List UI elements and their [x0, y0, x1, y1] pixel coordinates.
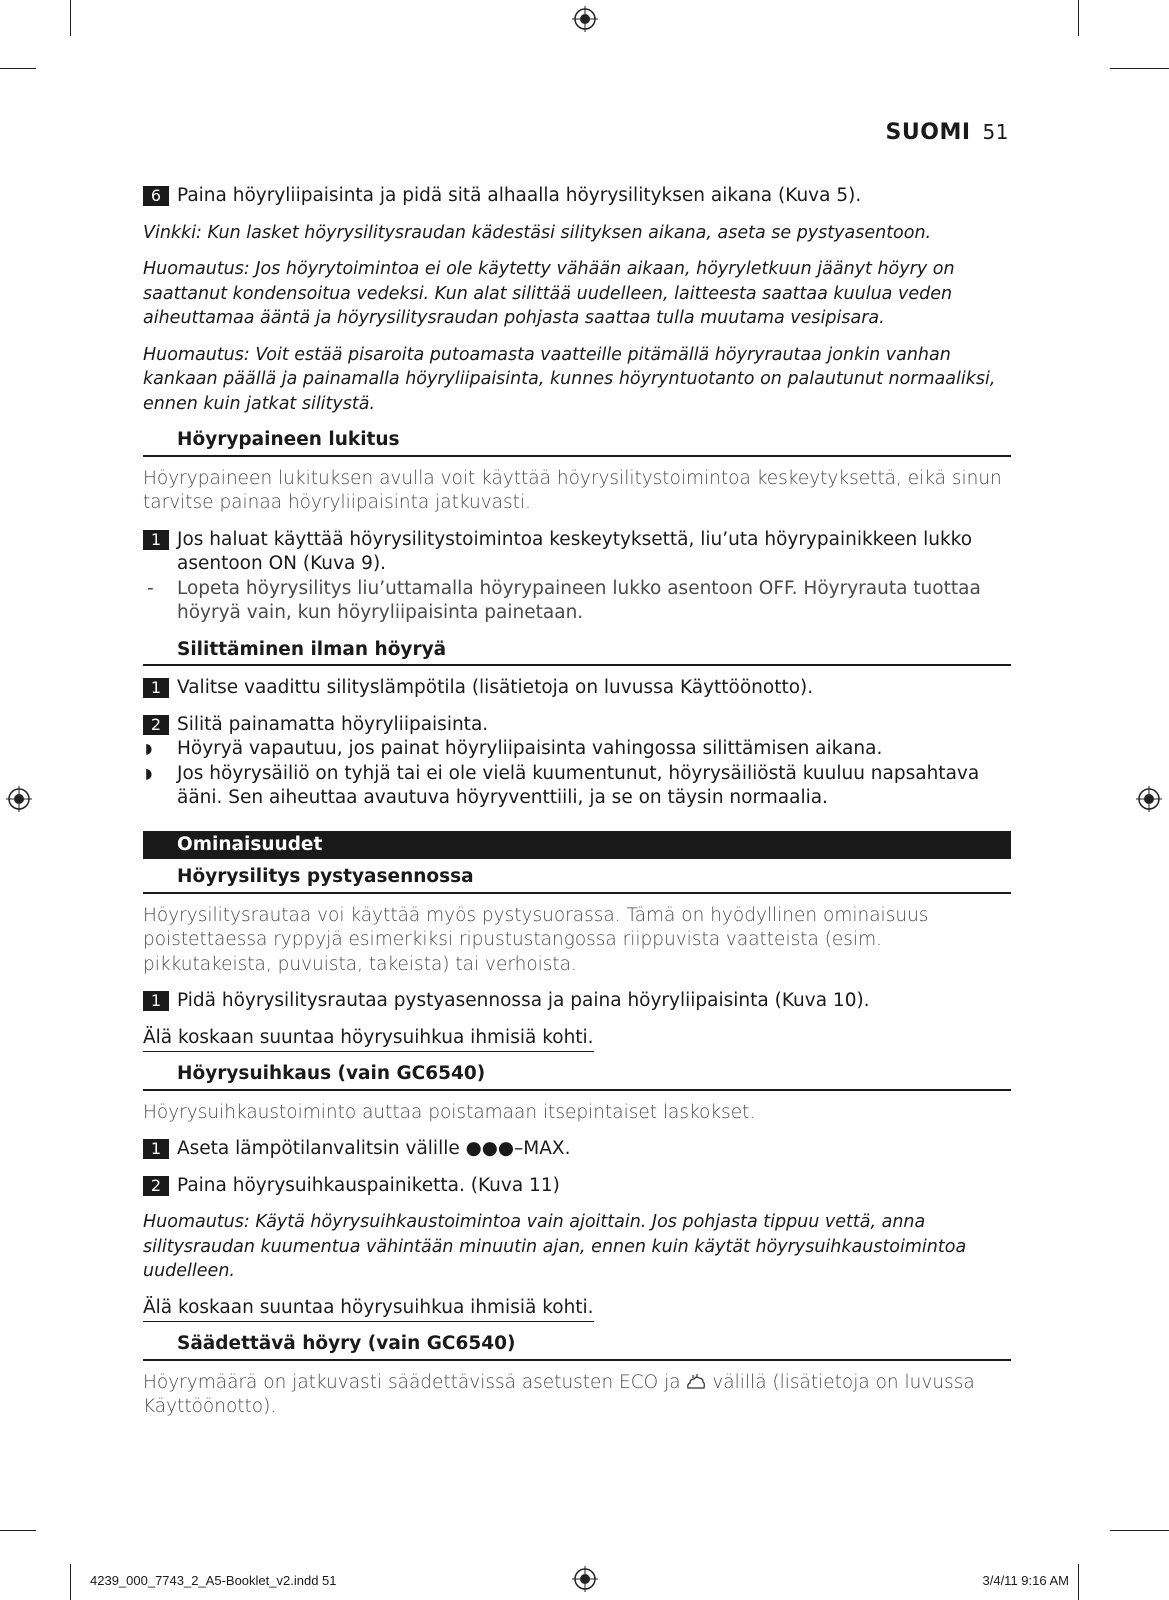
- paragraph: Höyrysuihkaustoiminto auttaa poistamaan itsepintaiset laskokset.: [143, 1101, 756, 1123]
- crop-mark: [1110, 68, 1169, 69]
- step-text: Silitä painamatta höyryliipaisinta.: [177, 713, 489, 735]
- footer-file-info: 4239_000_7743_2_A5-Booklet_v2.indd 51: [90, 1573, 337, 1588]
- crop-mark: [1110, 1530, 1169, 1531]
- step-item: [143, 713, 1011, 738]
- bullet-text: Höyryä vapautuu, jos painat höyryliipaisinta vahingossa silittämisen aikana.: [177, 738, 883, 759]
- warning-text: Älä koskaan suuntaa höyrysuihkua ihmisiä kohti.: [143, 1026, 594, 1053]
- step-text: Valitse vaadittu silityslämpötila (lisätietoja on luvussa Käyttöönotto).: [177, 677, 814, 698]
- step-text: Pidä höyrysilitysrautaa pystyasennossa ja paina höyryliipaisinta (Kuva 10).: [177, 990, 870, 1011]
- step-text: Aseta lämpötilanvalitsin välille ●●●–MAX.: [177, 1138, 571, 1159]
- steam-cloud-icon: [686, 1374, 706, 1390]
- step-text: Paina höyrysuihkauspainiketta. (Kuva 11): [177, 1174, 560, 1196]
- crop-mark: [1078, 1564, 1079, 1600]
- step-item: [143, 528, 1011, 577]
- step-item: [143, 1174, 1011, 1199]
- step-item: [143, 989, 1011, 1014]
- paragraph: Höyrypaineen lukituksen avulla voit käyttää höyrysilitystoimintoa keskeytyksettä, eikä sinun tarvitse painaa höyryliipaisinta jatkuvasti.: [143, 467, 1002, 513]
- note-text: Huomautus: Voit estää pisaroita putoamasta vaatteille pitämällä höyryrautaa jonkin vanhan kankaan päällä ja painamalla höyryliipaisinta, kunnes höyryntuotanto on palautunut normaaliksi, ennen kuin jatkat silitystä.: [143, 344, 996, 414]
- step-number: 1: [143, 678, 169, 698]
- paragraph: Höyrysilitysrautaa voi käyttää myös pystysuorassa. Tämä on hyödyllinen ominaisuus poistettaessa ryppyjä esimerkiksi ripustustangossa riippuvista vaatteista (esim. pikkutakeista, puvuista, takeista) tai verhoista.: [143, 904, 929, 975]
- dash-marker: -: [147, 577, 154, 599]
- main-content: [143, 184, 1011, 1432]
- bullet-item: [143, 762, 1011, 811]
- dash-text: Lopeta höyrysilitys liu’uttamalla höyrypaineen lukko asentoon OFF. Höyryrauta tuottaa höyryä vain, kun höyryliipaisinta painetaan.: [177, 577, 981, 623]
- step-number: 1: [143, 530, 169, 550]
- warning-text: Älä koskaan suuntaa höyrysuihkua ihmisiä kohti.: [143, 1296, 594, 1323]
- bullet-arrow-icon: ◗: [145, 765, 153, 782]
- bullet-item: [143, 737, 1011, 762]
- step-item: [143, 184, 1011, 209]
- step-number: 2: [143, 1176, 169, 1196]
- footer-timestamp: 3/4/11 9:16 AM: [982, 1573, 1069, 1588]
- crop-mark: [1078, 0, 1079, 36]
- section-heading: Ominaisuudet: [143, 831, 1011, 860]
- subsection-heading: Höyrysilitys pystyasennossa: [143, 865, 1011, 894]
- paragraph-part: välillä (lisätietoja on luvussa Käyttöönotto).: [143, 1371, 975, 1417]
- registration-mark-icon: [6, 786, 32, 812]
- crop-mark: [70, 0, 71, 36]
- step-item: [143, 1137, 1011, 1162]
- subsection-heading: Silittäminen ilman höyryä: [143, 638, 1011, 667]
- subsection-heading: Säädettävä höyry (vain GC6540): [143, 1332, 1011, 1361]
- step-number: 2: [143, 715, 169, 735]
- step-text: Paina höyryliipaisinta ja pidä sitä alhaalla höyrysilityksen aikana (Kuva 5).: [177, 185, 862, 206]
- step-number: 1: [143, 1139, 169, 1159]
- paragraph-part: Höyrymäärä on jatkuvasti säädettävissä asetusten ECO ja: [143, 1371, 687, 1393]
- step-text: Jos haluat käyttää höyrysilitystoimintoa keskeytyksettä, liu’uta höyrypainikkeen lukko asentoon ON (Kuva 9).: [177, 528, 973, 574]
- page-header: [886, 120, 1009, 145]
- note-text: Huomautus: Käytä höyrysuihkaustoimintoa vain ajoittain. Jos pohjasta tippuu vettä, anna silitysraudan kuumentua vähintään minuutin ajan, ennen kuin käytät höyrysuihkaustoimintoa uudelleen.: [143, 1212, 967, 1281]
- registration-mark-icon: [1136, 786, 1162, 812]
- registration-mark-icon: [572, 6, 598, 32]
- step-item: [143, 676, 1011, 701]
- tip-text: Vinkki: Kun lasket höyrysilitysraudan kädestäsi silityksen aikana, aseta se pystyasentoon.: [143, 222, 932, 243]
- dash-list-item: [143, 577, 1011, 626]
- step-number: 1: [143, 991, 169, 1011]
- subsection-heading: Höyrysuihkaus (vain GC6540): [143, 1062, 1011, 1091]
- language-label: SUOMI: [885, 120, 971, 145]
- step-number: 6: [143, 186, 169, 206]
- registration-mark-icon: [572, 1566, 598, 1592]
- paragraph: [143, 1371, 1011, 1420]
- crop-mark: [70, 1564, 71, 1600]
- subsection-heading: Höyrypaineen lukitus: [143, 428, 1011, 457]
- bullet-arrow-icon: ◗: [145, 741, 153, 757]
- crop-mark: [0, 68, 36, 69]
- bullet-text: Jos höyrysäiliö on tyhjä tai ei ole vielä kuumentunut, höyrysäiliöstä kuuluu napsahtava ääni. Sen aiheuttaa avautuva höyryventtiili, ja se on täysin normaalia.: [177, 762, 980, 808]
- crop-mark: [0, 1530, 36, 1531]
- page-number: 51: [982, 120, 1009, 144]
- note-text: Huomautus: Jos höyrytoimintoa ei ole käytetty vähään aikaan, höyryletkuun jäänyt höyry on saattanut kondensoitua vedeksi. Kun alat silittää uudelleen, laitteesta saattaa kuulua veden aiheuttamaa ääntä ja höyrysilitysraudan pohjasta saattaa tulla muutama vesipisara.: [143, 259, 955, 328]
